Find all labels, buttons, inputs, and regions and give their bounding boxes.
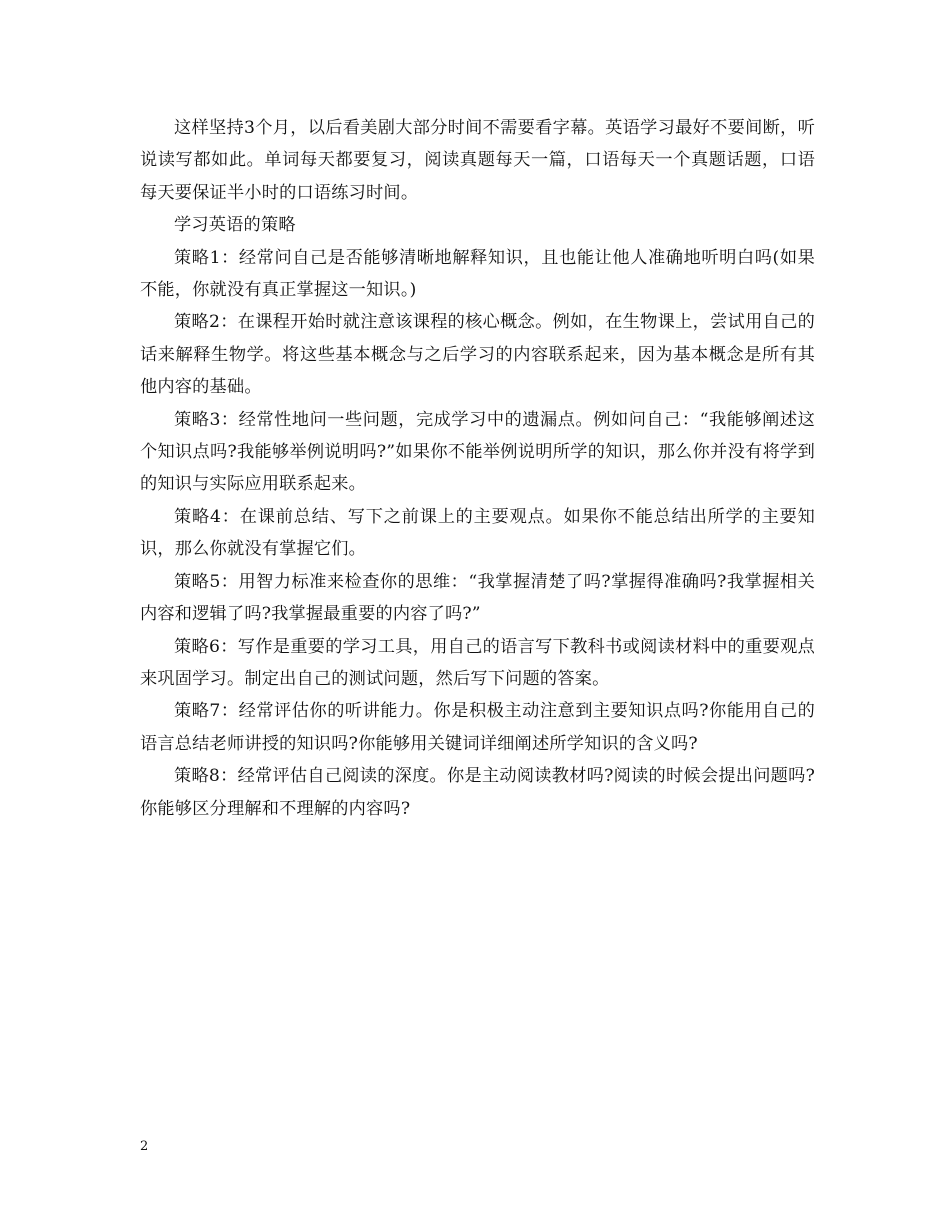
strategy-paragraph-5: 策略5：用智力标准来检查你的思维：“我掌握清楚了吗?掌握得准确吗?我掌握相关内容和逻辑了吗?我掌握最重要的内容了吗?”	[140, 571, 815, 625]
section-heading: 学习英语的策略	[174, 215, 296, 236]
strategy-paragraph-2: 策略2：在课程开始时就注意该课程的核心概念。例如，在生物课上，尝试用自己的话来解释生物学。将这些基本概念与之后学习的内容联系起来，因为基本概念是所有其他内容的基础。	[140, 312, 815, 398]
strategy-paragraph-1: 策略1：经常问自己是否能够清晰地解释知识，且也能让他人准确地听明白吗(如果不能，你就没有真正掌握这一知识。)	[140, 247, 815, 301]
strategy-paragraph-8: 策略8：经常评估自己阅读的深度。你是主动阅读教材吗?阅读的时候会提出问题吗?你能够区分理解和不理解的内容吗?	[140, 766, 815, 819]
strategy-paragraph-3: 策略3：经常性地问一些问题，完成学习中的遗漏点。例如问自己：“我能够阐述这个知识点吗?我能够举例说明吗?”如果你不能举例说明所学的知识，那么你并没有将学到的知识与实际应用联系起来。	[140, 409, 815, 495]
body-paragraph-practice: 这样坚持3个月，以后看美剧大部分时间不需要看字幕。英语学习最好不要间断，听说读写都如此。单词每天都要复习，阅读真题每天一篇，口语每天一个真题话题，口语每天要保证半小时的口语练习时间。	[140, 118, 815, 203]
strategy-paragraph-7: 策略7：经常评估你的听讲能力。你是积极主动注意到主要知识点吗?你能用自己的语言总结老师讲授的知识吗?你能够用关键词详细阐述所学知识的含义吗?	[140, 701, 815, 754]
strategy-paragraph-4: 策略4：在课前总结、写下之前课上的主要观点。如果你不能总结出所学的主要知识，那么你就没有掌握它们。	[140, 506, 815, 560]
page-number: 2	[140, 1139, 149, 1154]
strategy-paragraph-6: 策略6：写作是重要的学习工具，用自己的语言写下教科书或阅读材料中的重要观点来巩固学习。制定出自己的测试问题，然后写下问题的答案。	[140, 636, 815, 689]
document-body	[140, 112, 815, 825]
